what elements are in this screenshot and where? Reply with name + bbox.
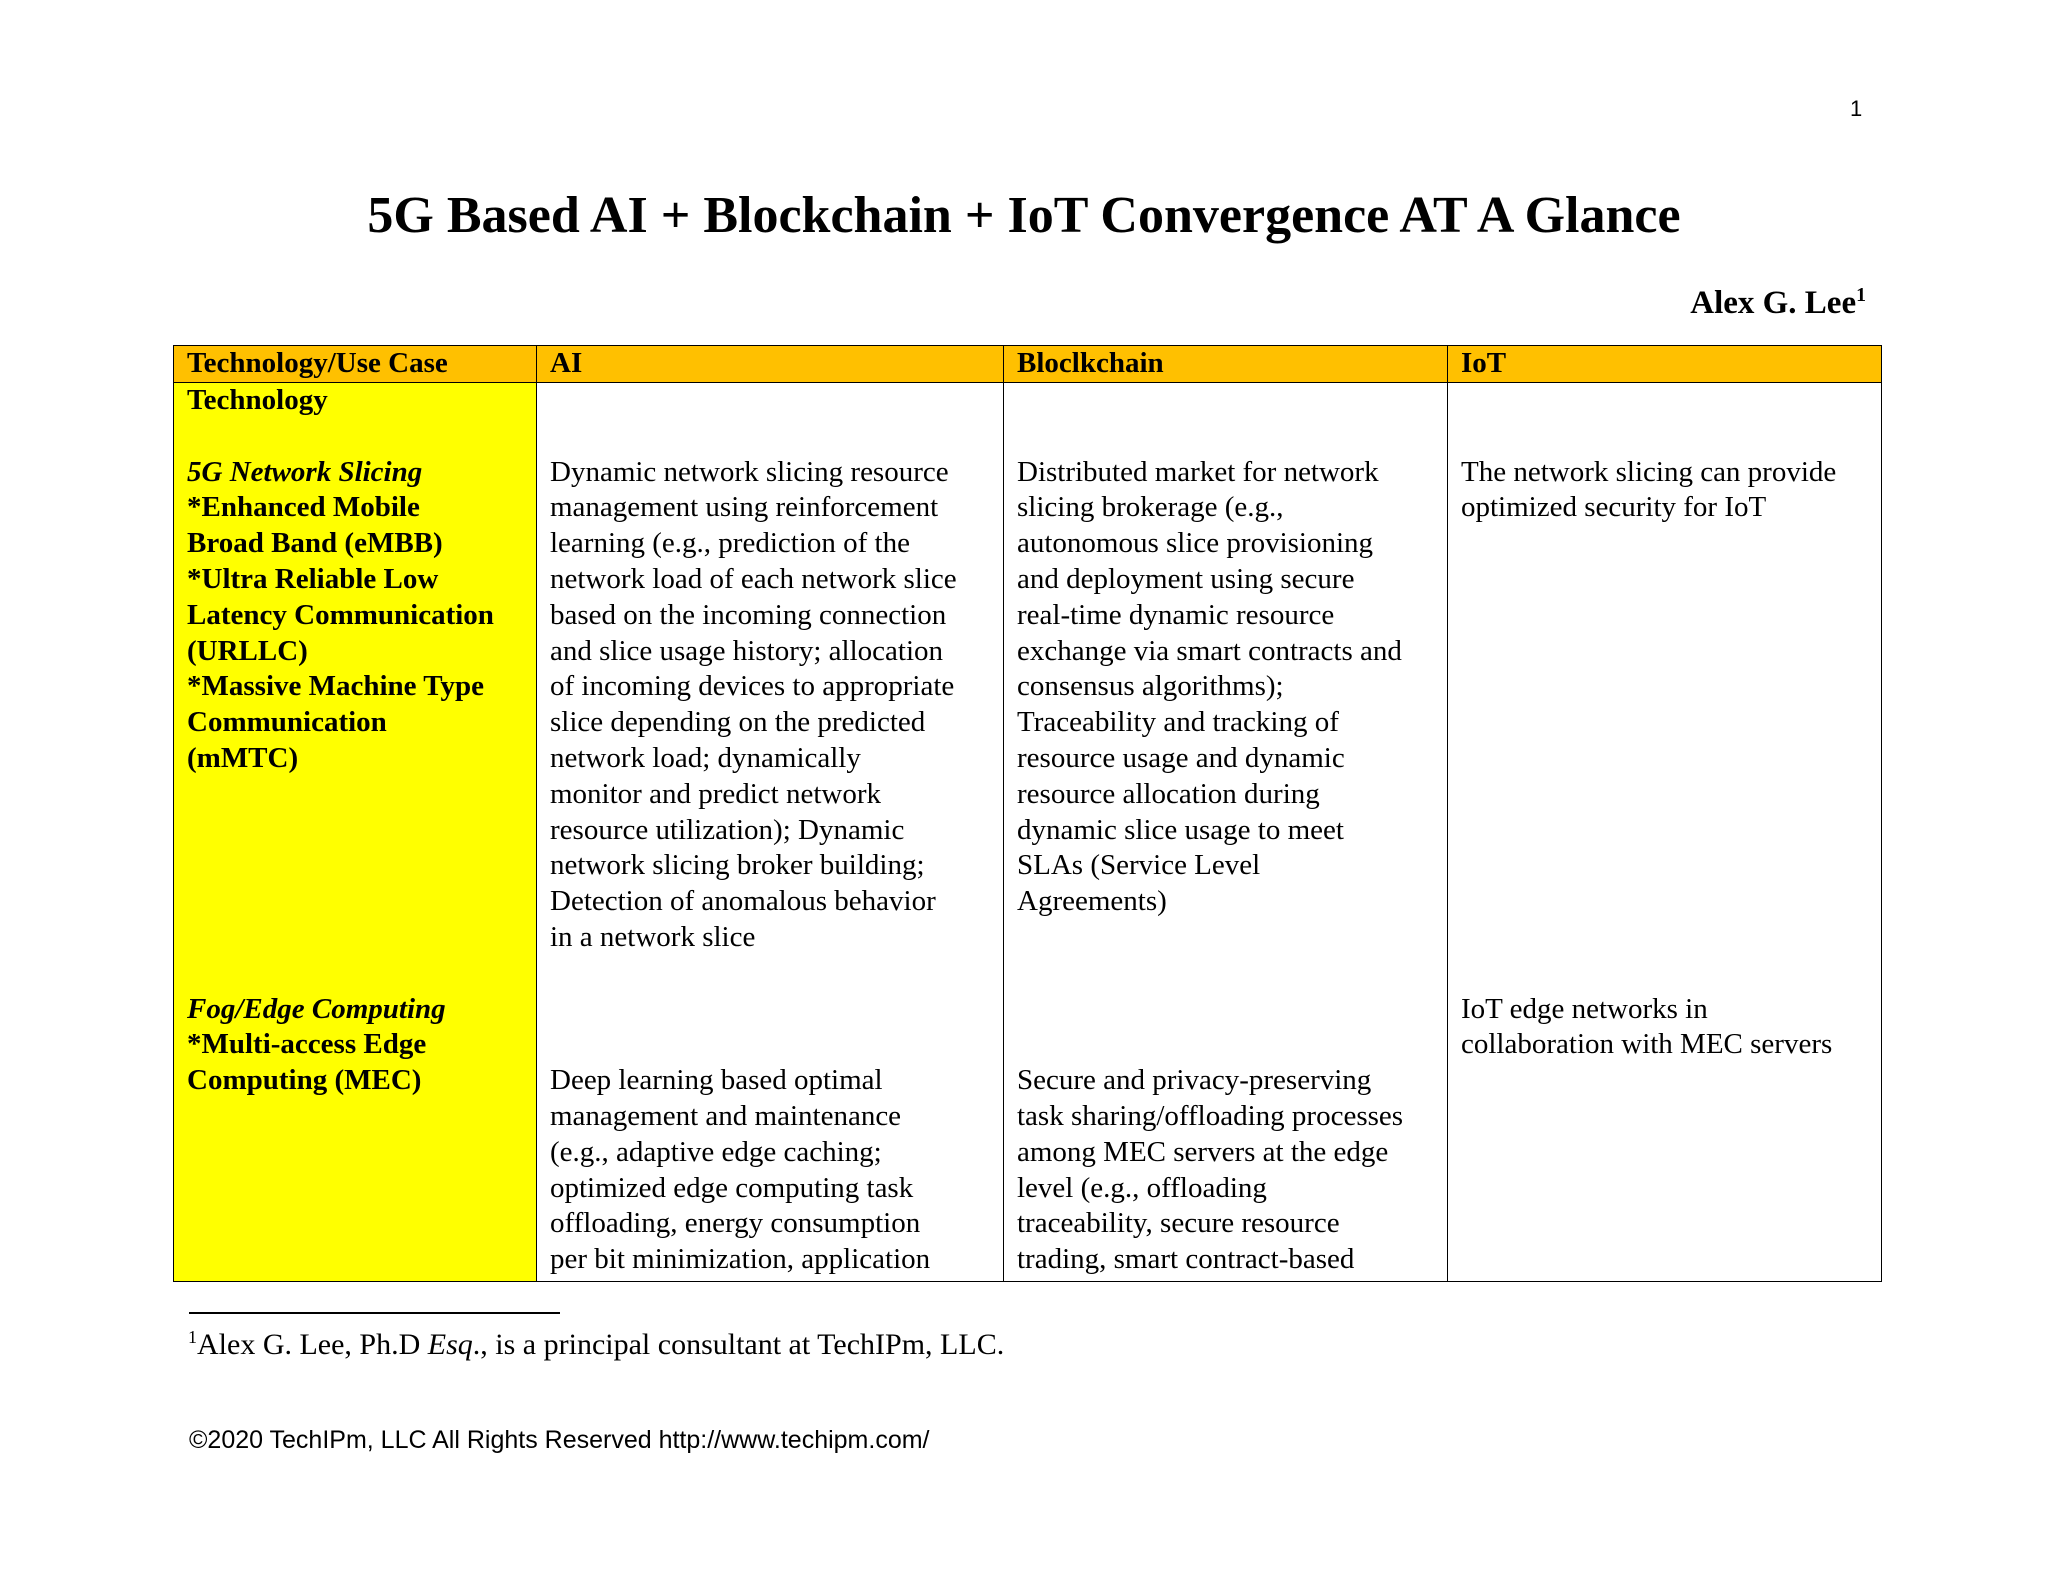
usecase-cell: [174, 383, 537, 1282]
header-usecase: Technology/Use Case: [174, 346, 537, 383]
footnote-separator: [189, 1312, 560, 1314]
author-name: Alex G. Lee: [1690, 285, 1857, 321]
author-line: [1690, 283, 1866, 323]
slicing-items: *Enhanced Mobile Broad Band (eMBB) *Ultra Reliable Low Latency Communication (URLLC) *Massive Machine Type Communication (mMTC): [187, 491, 494, 774]
footnote-text-italic: Esq: [427, 1328, 473, 1361]
page-number: 1: [1850, 96, 1863, 121]
blockchain-edge-text: Secure and privacy-preserving task sharing/offloading processes among MEC servers at the edge level (e.g., offloading traceability, secure resource trading, smart contract-based: [1017, 1064, 1404, 1276]
footnote: [188, 1327, 1004, 1363]
header-blockchain: Bloclkchain: [1004, 346, 1448, 383]
author-footnote-mark: 1: [1856, 284, 1866, 306]
table-header-row: [174, 346, 1882, 383]
table-row: [174, 383, 1882, 1282]
usecase-section-label: Technology: [187, 384, 328, 416]
footnote-text-before: Alex G. Lee, Ph.D: [197, 1328, 428, 1361]
ai-edge-text: Deep learning based optimal management and maintenance (e.g., adaptive edge caching; optimized edge computing task offloading, energy consumption per bit minimization, application: [550, 1064, 931, 1276]
ai-cell: [537, 383, 1004, 1282]
iot-slicing-text: The network slicing can provide optimized security for IoT: [1461, 455, 1837, 524]
footnote-text-after: ., is a principal consultant at TechIPm, LLC.: [472, 1328, 1005, 1361]
copyright-footer: ©2020 TechIPm, LLC All Rights Reserved http://www.techipm.com/: [189, 1426, 930, 1454]
slicing-title: 5G Network Slicing: [187, 455, 423, 488]
edge-title: Fog/Edge Computing: [187, 992, 446, 1025]
footnote-mark: 1: [188, 1327, 197, 1347]
convergence-table: [173, 345, 1882, 1282]
ai-slicing-text: Dynamic network slicing resource management using reinforcement learning (e.g., prediction of the network load of each network slice based on the incoming connection and slice usage history; allocation of incoming devices to appropriate slice depending on the predicted network load; dynamically monitor and predict network resource utilization); Dynamic network slicing broker building; Detection of anomalous behavior in a network slice: [550, 455, 957, 953]
iot-edge-text: IoT edge networks in collaboration with MEC servers: [1461, 992, 1833, 1061]
edge-items: *Multi-access Edge Computing (MEC): [187, 1028, 427, 1097]
blockchain-cell: [1004, 383, 1448, 1282]
blockchain-slicing-text: Distributed market for network slicing brokerage (e.g., autonomous slice provisioning and deployment using secure real-time dynamic resource exchange via smart contracts and consensus algorithms); Traceability and tracking of resource usage and dynamic resource allocation during dynamic slice usage to meet SLAs (Service Level Agreements): [1017, 455, 1402, 918]
header-iot: IoT: [1448, 346, 1882, 383]
page-title: 5G Based AI + Blockchain + IoT Convergence AT A Glance: [367, 187, 1681, 244]
header-ai: AI: [537, 346, 1004, 383]
iot-cell: [1448, 383, 1882, 1282]
